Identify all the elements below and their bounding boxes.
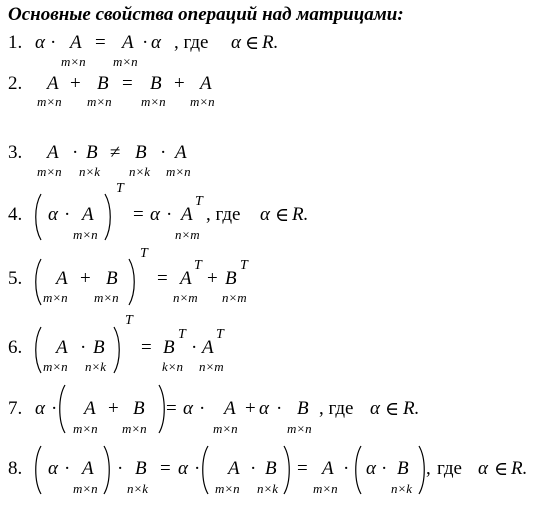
transpose-mark: T xyxy=(216,327,224,342)
matrix-a: A xyxy=(122,32,134,53)
right-paren xyxy=(113,327,121,373)
dim: n×m xyxy=(175,227,200,242)
equals: = xyxy=(95,32,106,53)
equals: = xyxy=(160,458,171,479)
dim: m×n xyxy=(73,227,98,242)
dot: · xyxy=(64,458,71,479)
dim: m×n xyxy=(190,94,215,109)
dim: m×n xyxy=(61,54,86,69)
alpha: α xyxy=(183,398,193,419)
dot: · xyxy=(166,204,173,225)
alpha: α xyxy=(35,398,45,419)
matrix-b: B xyxy=(163,337,175,358)
left-paren xyxy=(34,446,42,494)
matrix-b: B xyxy=(133,398,145,419)
matrix-a: A xyxy=(70,32,82,53)
dot: · xyxy=(50,32,57,53)
left-paren xyxy=(354,446,362,494)
item-number: 5. xyxy=(8,268,23,289)
plus: + xyxy=(245,398,256,419)
dim: n×k xyxy=(79,164,101,179)
plus: + xyxy=(80,268,91,289)
matrix-b: B xyxy=(135,142,147,163)
element-of: ∈ xyxy=(494,459,509,480)
dim: m×n xyxy=(141,94,166,109)
alpha: α xyxy=(150,204,160,225)
dim: m×n xyxy=(213,421,238,436)
dim: n×k xyxy=(391,481,413,496)
matrix-a: A xyxy=(181,204,193,225)
equals: = xyxy=(157,268,168,289)
matrix-a: A xyxy=(202,337,214,358)
item-number: 4. xyxy=(8,204,23,225)
equals: = xyxy=(297,458,308,479)
matrix-a: A xyxy=(175,142,187,163)
item-number: 3. xyxy=(8,142,23,163)
equals: = xyxy=(122,73,133,94)
left-paren xyxy=(34,194,42,240)
right-paren xyxy=(128,259,136,305)
matrix-b: B xyxy=(106,268,118,289)
matrix-b: B xyxy=(297,398,309,419)
element-of: ∈ xyxy=(275,205,290,226)
matrix-a: A xyxy=(228,458,240,479)
matrix-b: B xyxy=(97,73,109,94)
dot: · xyxy=(117,458,124,479)
matrix-b: B xyxy=(150,73,162,94)
equals: = xyxy=(133,204,144,225)
dim: m×n xyxy=(94,290,119,305)
transpose-mark: T xyxy=(178,327,186,342)
dim: m×n xyxy=(87,94,112,109)
item-number: 2. xyxy=(8,73,23,94)
matrix-a: A xyxy=(200,73,212,94)
dot: · xyxy=(343,458,350,479)
matrix-a: A xyxy=(47,142,59,163)
left-paren xyxy=(34,259,42,305)
matrix-a: A xyxy=(82,458,94,479)
dim: m×n xyxy=(43,359,68,374)
dim: n×m xyxy=(199,359,224,374)
dim: m×n xyxy=(37,94,62,109)
dim: n×k xyxy=(257,481,279,496)
where-text: , где xyxy=(206,204,241,225)
reals: R. xyxy=(292,204,309,225)
plus: + xyxy=(108,398,119,419)
left-paren xyxy=(34,327,42,373)
dim: m×n xyxy=(37,164,62,179)
element-of: ∈ xyxy=(245,33,260,54)
matrix-a: A xyxy=(322,458,334,479)
dim: m×n xyxy=(73,481,98,496)
where-text: где xyxy=(437,458,462,479)
dim: n×k xyxy=(129,164,151,179)
alpha: α xyxy=(259,398,269,419)
dim: n×m xyxy=(222,290,247,305)
transpose-mark: T xyxy=(140,246,148,261)
dim: n×k xyxy=(127,481,149,496)
dot: · xyxy=(160,142,167,163)
matrix-a: A xyxy=(56,268,68,289)
item-number: 8. xyxy=(8,458,23,479)
dot: · xyxy=(250,458,257,479)
dot: · xyxy=(51,398,58,419)
reals: R. xyxy=(403,398,420,419)
plus: + xyxy=(70,73,81,94)
dim: n×m xyxy=(173,290,198,305)
alpha: α xyxy=(260,204,270,225)
alpha: α xyxy=(231,32,241,53)
equals: = xyxy=(166,398,177,419)
where-text: , где xyxy=(174,32,209,53)
not-equal: ≠ xyxy=(110,142,121,163)
left-paren xyxy=(201,446,209,494)
dot: · xyxy=(276,398,283,419)
dot: · xyxy=(191,337,198,358)
right-paren xyxy=(104,194,112,240)
page-title: Основные свойства операций над матрицами: xyxy=(8,4,404,25)
alpha: α xyxy=(370,398,380,419)
left-paren xyxy=(58,385,66,433)
dot: · xyxy=(80,337,87,358)
transpose-mark: T xyxy=(240,258,248,273)
comma: , xyxy=(426,458,431,479)
dim: m×n xyxy=(166,164,191,179)
dim: m×n xyxy=(215,481,240,496)
matrix-a: A xyxy=(180,268,192,289)
element-of: ∈ xyxy=(385,399,400,420)
plus: + xyxy=(174,73,185,94)
matrix-a: A xyxy=(47,73,59,94)
transpose-mark: T xyxy=(194,258,202,273)
matrix-a: A xyxy=(56,337,68,358)
reals: R. xyxy=(262,32,279,53)
right-paren xyxy=(103,446,111,494)
alpha: α xyxy=(35,32,45,53)
dot: · xyxy=(199,398,206,419)
where-text: , где xyxy=(319,398,354,419)
alpha: α xyxy=(478,458,488,479)
dot: · xyxy=(381,458,388,479)
right-paren xyxy=(158,385,166,433)
dim: n×k xyxy=(85,359,107,374)
matrix-b: B xyxy=(93,337,105,358)
alpha: α xyxy=(151,32,161,53)
dot: · xyxy=(72,142,79,163)
item-number: 7. xyxy=(8,398,23,419)
plus: + xyxy=(207,268,218,289)
dim: m×n xyxy=(287,421,312,436)
dim: k×n xyxy=(162,359,184,374)
transpose-mark: T xyxy=(116,181,124,196)
item-number: 6. xyxy=(8,337,23,358)
reals: R. xyxy=(511,458,528,479)
alpha: α xyxy=(366,458,376,479)
right-paren xyxy=(418,446,426,494)
alpha: α xyxy=(48,458,58,479)
dot: · xyxy=(142,32,149,53)
dot: · xyxy=(194,458,201,479)
dim: m×n xyxy=(73,421,98,436)
right-paren xyxy=(283,446,291,494)
matrix-a: A xyxy=(84,398,96,419)
equals: = xyxy=(141,337,152,358)
matrix-a: A xyxy=(82,204,94,225)
dim: m×n xyxy=(313,481,338,496)
dim: m×n xyxy=(122,421,147,436)
dim: m×n xyxy=(43,290,68,305)
matrix-a: A xyxy=(224,398,236,419)
item-number: 1. xyxy=(8,32,23,53)
matrix-b: B xyxy=(86,142,98,163)
matrix-b: B xyxy=(225,268,237,289)
dot: · xyxy=(64,204,71,225)
matrix-b: B xyxy=(265,458,277,479)
matrix-b: B xyxy=(397,458,409,479)
alpha: α xyxy=(48,204,58,225)
transpose-mark: T xyxy=(195,194,203,209)
dim: m×n xyxy=(113,54,138,69)
transpose-mark: T xyxy=(125,313,133,328)
matrix-b: B xyxy=(135,458,147,479)
alpha: α xyxy=(178,458,188,479)
